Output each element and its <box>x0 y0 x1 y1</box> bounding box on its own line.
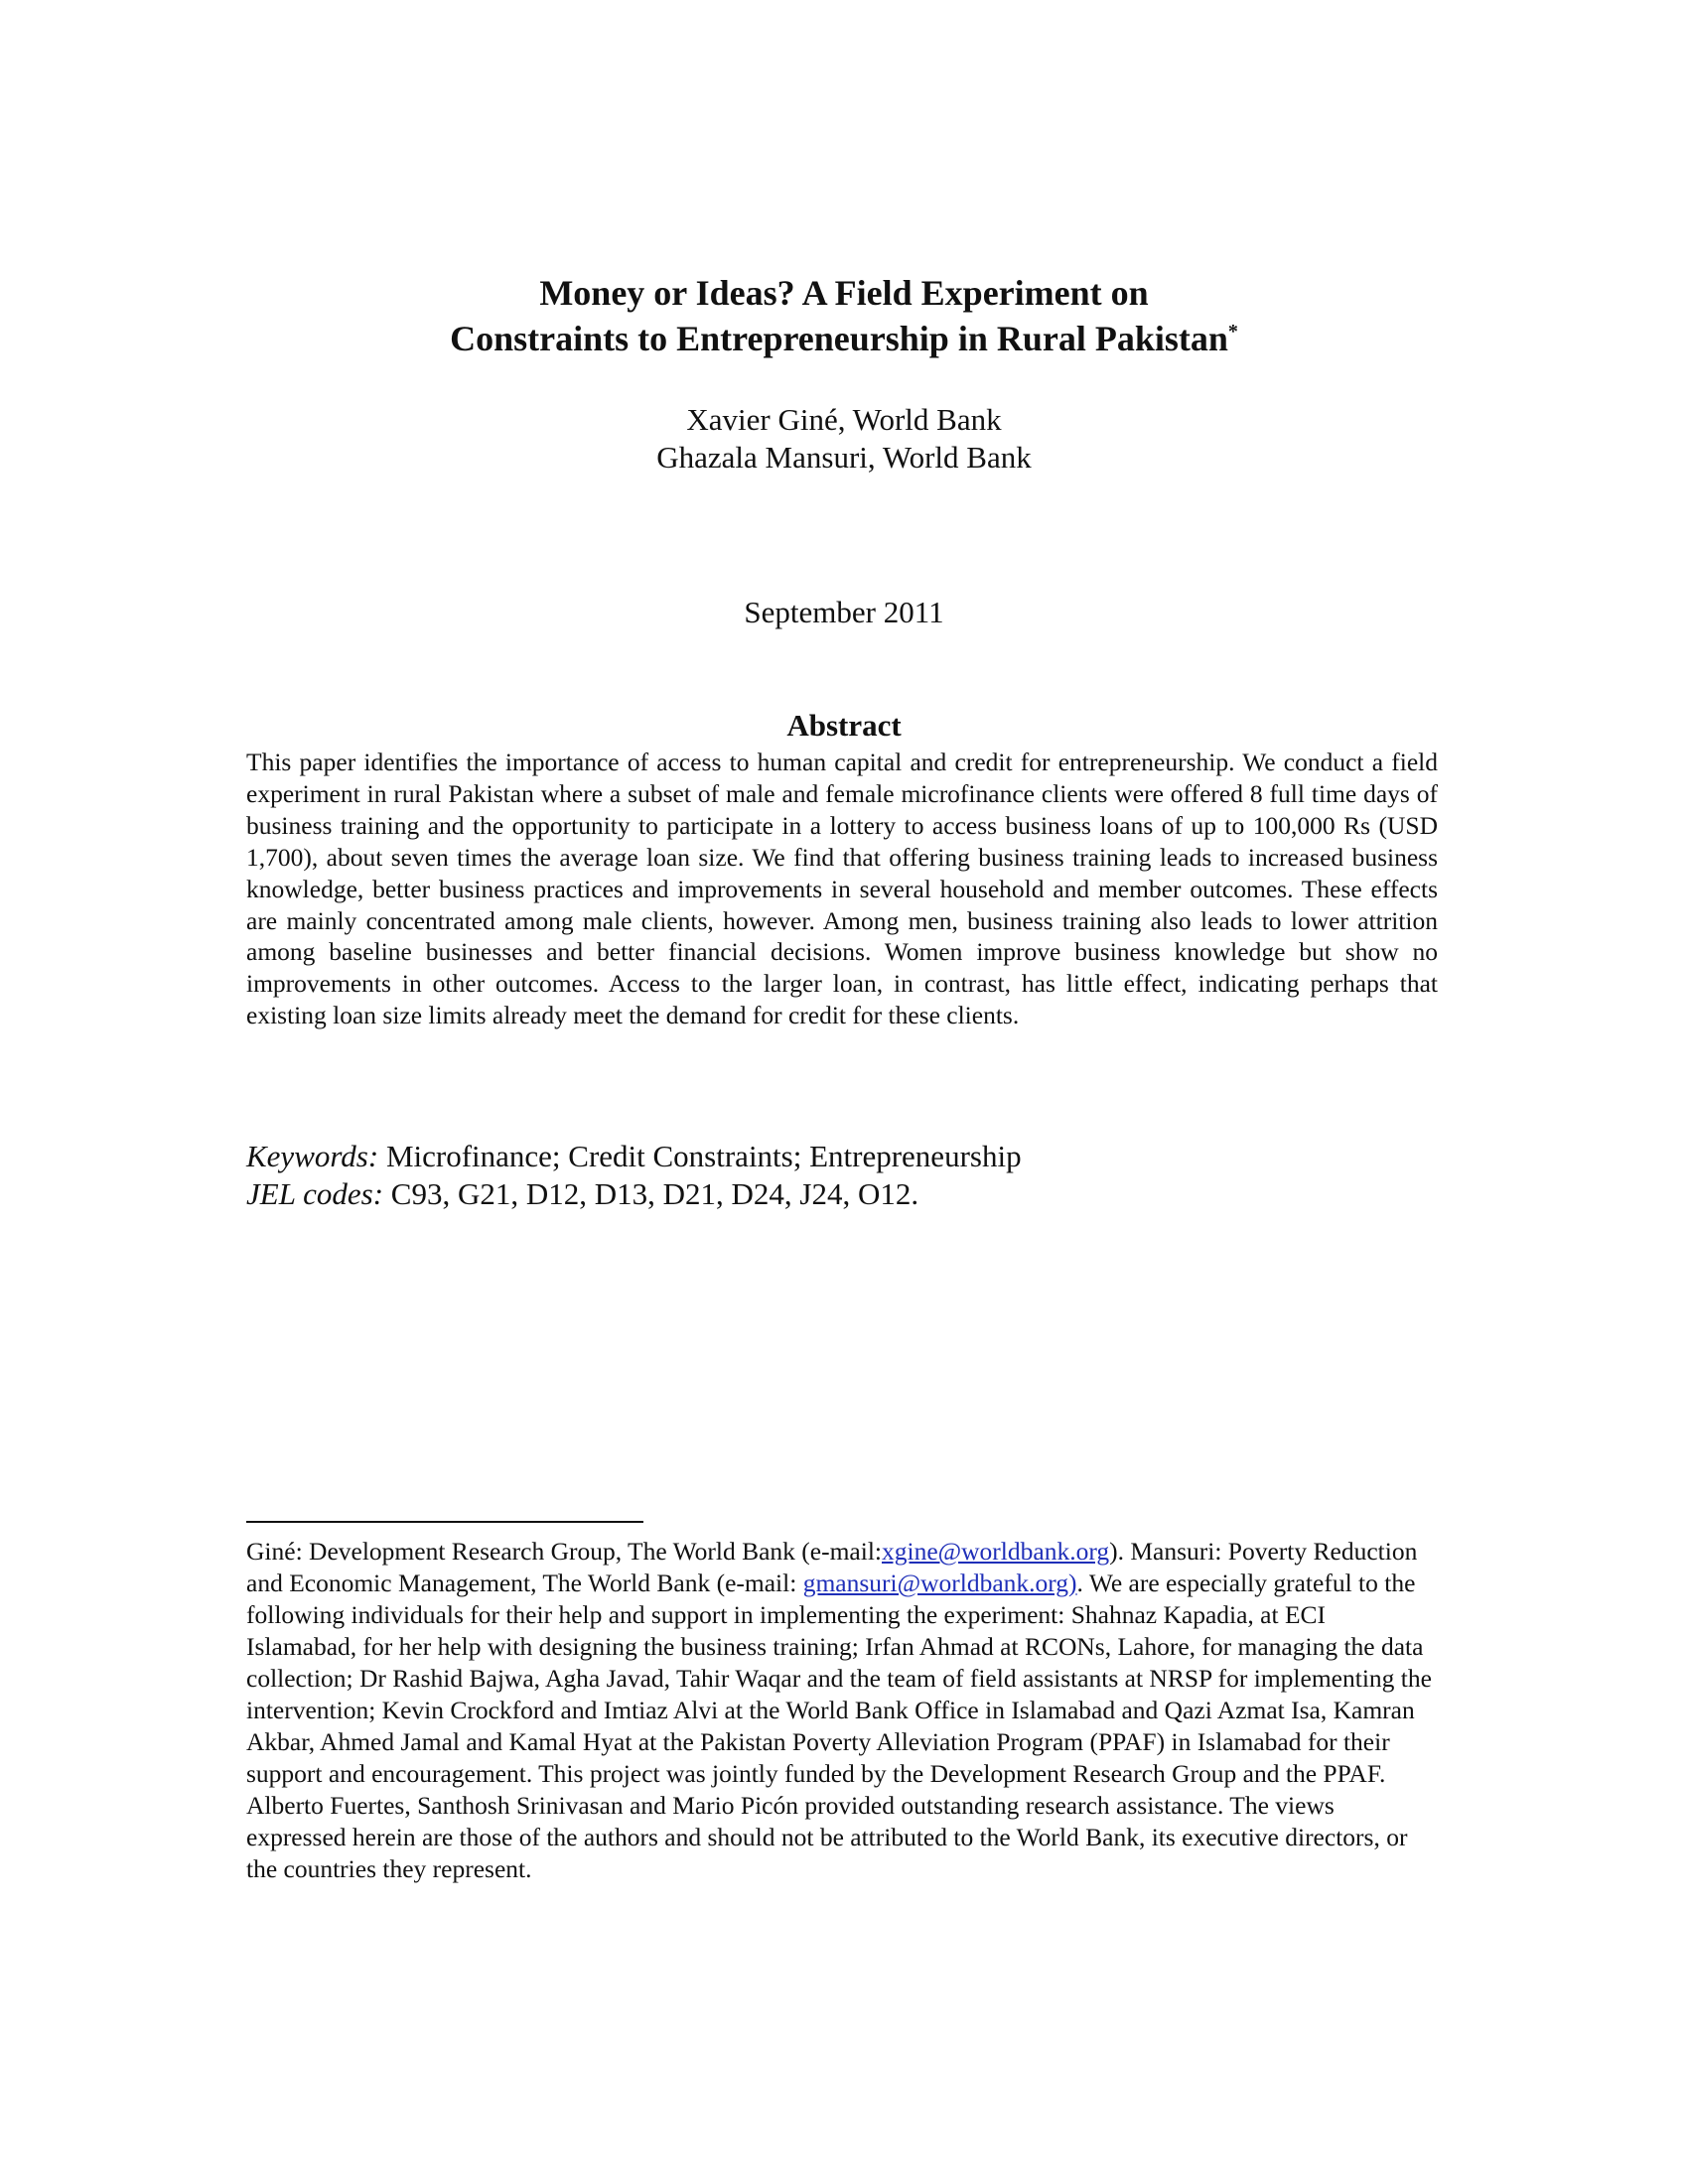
publication-date: September 2011 <box>744 595 944 629</box>
title-line-1: Money or Ideas? A Field Experiment on <box>539 273 1149 313</box>
footnote <box>246 1536 1438 1885</box>
footnote-text-1: Giné: Development Research Group, The World Bank (e-mail: <box>246 1537 882 1566</box>
keywords-value: Microfinance; Credit Constraints; Entrepreneurship <box>378 1139 1022 1173</box>
footnote-divider <box>246 1521 643 1523</box>
email-link-gine[interactable]: xgine@worldbank.org <box>882 1537 1110 1566</box>
paper-title <box>248 270 1440 361</box>
title-footnote-marker: * <box>1227 321 1238 342</box>
keywords-line <box>246 1138 1438 1175</box>
footnote-text-2: ). Mansuri: Poverty Reduction and Economic Management, The World Bank (e-mail: <box>246 1537 1418 1597</box>
email-link-mansuri[interactable]: gmansuri@worldbank.org) <box>802 1569 1077 1597</box>
footnote-text-3: . We are especially grateful to the following individuals for their help and support in implementing the experiment: Shahnaz Kapadia, at ECI Islamabad, for her help with designing the business training; Irfan Ahmad at RCONs, Lahore, for managing the data collection; Dr Rashid Bajwa, Agha Javad, Tahir Waqar and the team of field assistants at NRSP for implementing the intervention; Kevin Crockford and Imtiaz Alvi at the World Bank Office in Islamabad and Qazi Azmat Isa, Kamran Akbar, Ahmed Jamal and Kamal Hyat at the Pakistan Poverty Alleviation Program (PPAF) in Islamabad for their support and encouragement. This project was jointly funded by the Development Research Group and the PPAF. Alberto Fuertes, Santhosh Srinivasan and Mario Picón provided outstanding research assistance. The views expressed herein are those of the authors and should not be attributed to the World Bank, its executive directors, or the countries they represent. <box>246 1569 1432 1883</box>
author-list <box>248 401 1440 477</box>
jel-codes-line <box>246 1175 1438 1213</box>
jel-codes-label: JEL codes: <box>246 1176 384 1211</box>
title-line-2-text: Constraints to Entrepreneurship in Rural Pakistan <box>450 319 1228 358</box>
author-2: Ghazala Mansuri, World Bank <box>656 440 1032 475</box>
keywords-label: Keywords: <box>246 1139 379 1173</box>
author-1: Xavier Giné, World Bank <box>686 402 1002 437</box>
abstract-body: This paper identifies the importance of access to human capital and credit for entrepreneurship. We conduct a field experiment in rural Pakistan where a subset of male and female microfinance clients were offered 8 full time days of business training and the opportunity to participate in a lottery to access business loans of up to 100,000 Rs (USD 1,700), about seven times the average loan size. We find that offering business training leads to increased business knowledge, better business practices and improvements in several household and member outcomes. These effects are mainly concentrated among male clients, however. Among men, business training also leads to lower attrition among baseline businesses and better financial decisions. Women improve business knowledge but show no improvements in other outcomes. Access to the larger loan, in contrast, has little effect, indicating perhaps that existing loan size limits already meet the demand for credit for these clients. <box>246 748 1438 1030</box>
title-line-2 <box>248 316 1440 361</box>
jel-codes-value: C93, G21, D12, D13, D21, D24, J24, O12. <box>383 1176 919 1211</box>
abstract-heading: Abstract <box>786 708 902 743</box>
